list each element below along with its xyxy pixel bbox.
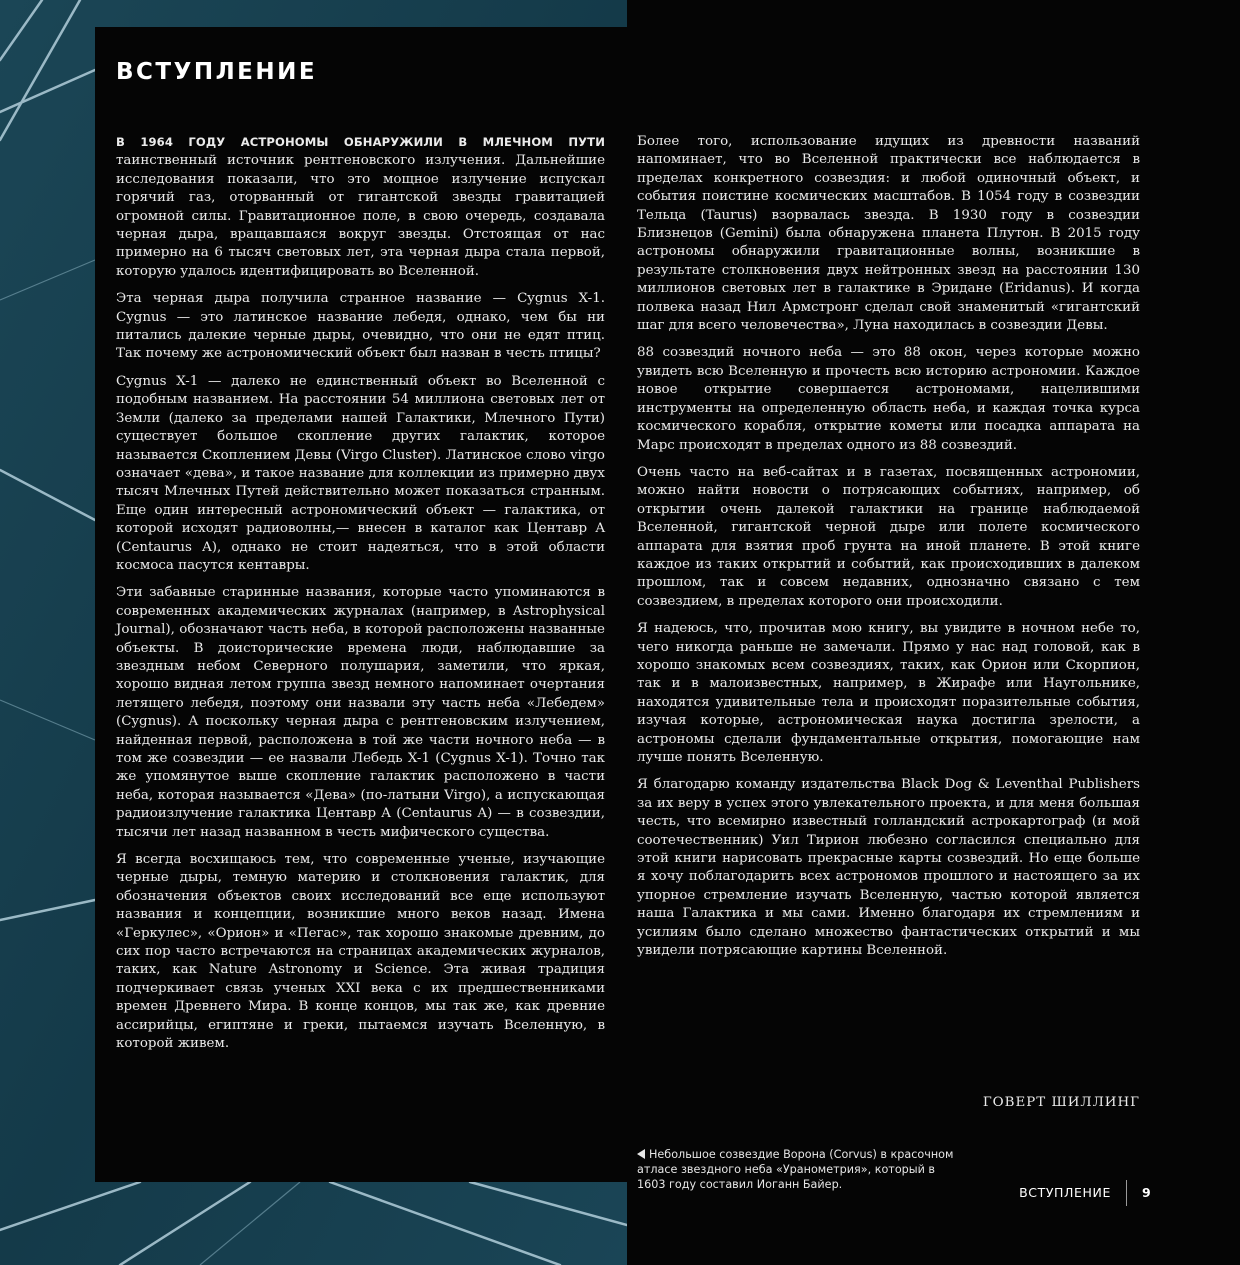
author-signature: ГОВЕРТ ШИЛЛИНГ xyxy=(982,1095,1140,1110)
paragraph: Cygnus X-1 — далеко не единственный объект во Вселенной с подобным названием. На расстоянии 54 миллиона световых лет от Земли (далеко за пределами нашей Галактики, Млечного Пути) существует большое скопление других галактик, которое называется Скоплением Девы (Virgo Cluster). Латинское слово virgo означает «дева», и такое название для коллекции из примерно двух тысяч Млечных Путей действительно может показаться странным. Еще один интересный астрономический объект — галактика, от которой исходят радиоволны,— внесен в каталог как Центавр A (Centaurus A), однако не стоит надеяться, что в этой области космоса пасутся кентавры. xyxy=(116,373,605,573)
left-pointing-triangle-icon xyxy=(637,1149,645,1159)
paragraph: 88 созвездий ночного неба — это 88 окон, через которые можно увидеть всю Вселенную и прочесть всю историю астрономии. Каждое новое открытие совершается астрономами, нацелившими инструменты на определенную область неба, и каждая точка курса космического корабля, открытие кометы или посадка аппарата на Марс происходят в пределах одного из 88 созвездий. xyxy=(637,345,1140,453)
footer-divider xyxy=(1126,1180,1127,1206)
image-caption xyxy=(637,1147,967,1193)
page-title: ВСТУПЛЕНИЕ xyxy=(116,59,318,85)
lead-in-text: В 1964 ГОДУ АСТРОНОМЫ ОБНАРУЖИЛИ В МЛЕЧНОМ ПУТИ xyxy=(116,135,605,149)
paragraph xyxy=(116,133,605,281)
page-number: 9 xyxy=(1142,1185,1151,1200)
paragraph: Я надеюсь, что, прочитав мою книгу, вы увидите в ночном небе то, чего никогда раньше не замечали. Прямо у нас над головой, как в хорошо знакомых всем созвездиях, таких, как Орион или Скорпион, так и в малоизвестных, например, в Жирафе или Наугольнике, находятся удивительные тела и происходят поразительные события, изучая которые, астрономическая наука достигла зрелости, а астрономы сделали фундаментальные открытия, помогающие нам лучше понять Вселенную. xyxy=(637,621,1140,765)
paragraph: Эта черная дыра получила странное название — Cygnus X-1. Cygnus — это латинское название лебедя, однако, чем бы ни питались далекие черные дыры, очевидно, что они не едят птиц. Так почему же астрономический объект был назван в честь птицы? xyxy=(116,291,605,362)
right-column xyxy=(637,133,1140,969)
paragraph: Очень часто на веб-сайтах и в газетах, посвященных астрономии, можно найти новости о потрясающих событиях, например, об открытии очень далекой галактики на границе наблюдаемой Вселенной, гигантской черной дыре или полете космического аппарата для взятия проб грунта на иной планете. В этой книге каждое из таких открытий и событий, как происходивших в далеком прошлом, так и совсем недавних, однозначно связано с тем созвездием, в пределах которого они происходили. xyxy=(637,464,1140,609)
left-column xyxy=(116,133,605,1063)
paragraph: Эти забавные старинные названия, которые часто упоминаются в современных академических журналах (например, в Astrophysical Journal), обозначают часть неба, в которой расположены названные объекты. В доисторические времена люди, наблюдавшие за звездным небом Северного полушария, заметили, что яркая, хорошо видная летом группа звезд немного напоминает очертания летящего лебедя, поэтому они назвали эту часть неба «Лебедем» (Cygnus). А поскольку черная дыра с рентгеновским излучением, найденная первой, расположена в той же части ночного неба — в том же созвездии — ее назвали Лебедь X-1 (Cygnus X-1). Точно так же упомянутое выше скопление галактик расположено в части неба, которая называется «Дева» (по-латыни Virgo), а испускающая радиоизлучение галактика Центавр A (Centaurus A) — в созвездии, тысячи лет назад названном в честь мифического существа. xyxy=(116,585,605,840)
paragraph: Более того, использование идущих из древности названий напоминает, что во Вселенной практически все наблюдается в пределах конкретного созвездия: и любой одиночный объект, и события поистине космических масштабов. В 1054 году в созвездии Тельца (Taurus) взорвалась звезда. В 1930 году в созвездии Близнецов (Gemini) была обнаружена планета Плутон. В 2015 году астрономы обнаружили гравитационные волны, возникшие в результате столкновения двух нейтронных звезд на расстоянии 130 миллионов световых лет в галактике в Эридане (Eridanus). И когда полвека назад Нил Армстронг сделал свой знаменитый «гигантский шаг для всего человечества», Луна находилась в созвездии Девы. xyxy=(637,134,1140,334)
paragraph-text: таинственный источник рентгеновского излучения. Дальнейшие исследования показали, что это мощное излучение испускал горячий газ, оторванный от гигантской звезды гравитацией огромной силы. Гравитационное поле, в свою очередь, создавала черная дыра, вращавшаяся вокруг звезды. Отстоящая от нас примерно на 6 тысяч световых лет, эта черная дыра стала первой, которую удалось идентифицировать во Вселенной. xyxy=(116,153,605,279)
running-footer-section: ВСТУПЛЕНИЕ xyxy=(1019,1185,1111,1200)
caption-text: Небольшое созвездие Ворона (Corvus) в красочном атласе звездного неба «Уранометрия», который в 1603 году составил Иоганн Байер. xyxy=(637,1148,954,1192)
paragraph: Я благодарю команду издательства Black Dog & Leventhal Publishers за их веру в успех этого увлекательного проекта, и для меня большая честь, что всемирно известный голландский астрокартограф (и мой соотечественник) Уил Тирион любезно согласился специально для этой книги нарисовать прекрасные карты созвездий. Но еще больше я хочу поблагодарить всех астрономов прошлого и настоящего за их упорное стремление изучать Вселенную, частью которой является наша Галактика и мы сами. Именно благодаря их стремлениям и усилиям было сделано множество фантастических открытий и мы увидели потрясающие картины Вселенной. xyxy=(637,777,1140,959)
paragraph: Я всегда восхищаюсь тем, что современные ученые, изучающие черные дыры, темную материю и столкновения галактик, для обозначения объектов своих исследований все еще используют названия и концепции, возникшие много веков назад. Имена «Геркулес», «Орион» и «Пегас», так хорошо знакомые древним, до сих пор часто встречаются на страницах академических журналов, таких, как Nature Astronomy и Science. Эта живая традиция подчеркивает связь ученых XXI века с их предшественниками времен Древнего Мира. В конце концов, мы так же, как древние ассирийцы, египтяне и греки, пытаемся изучать Вселенную, в которой живем. xyxy=(116,852,605,1052)
